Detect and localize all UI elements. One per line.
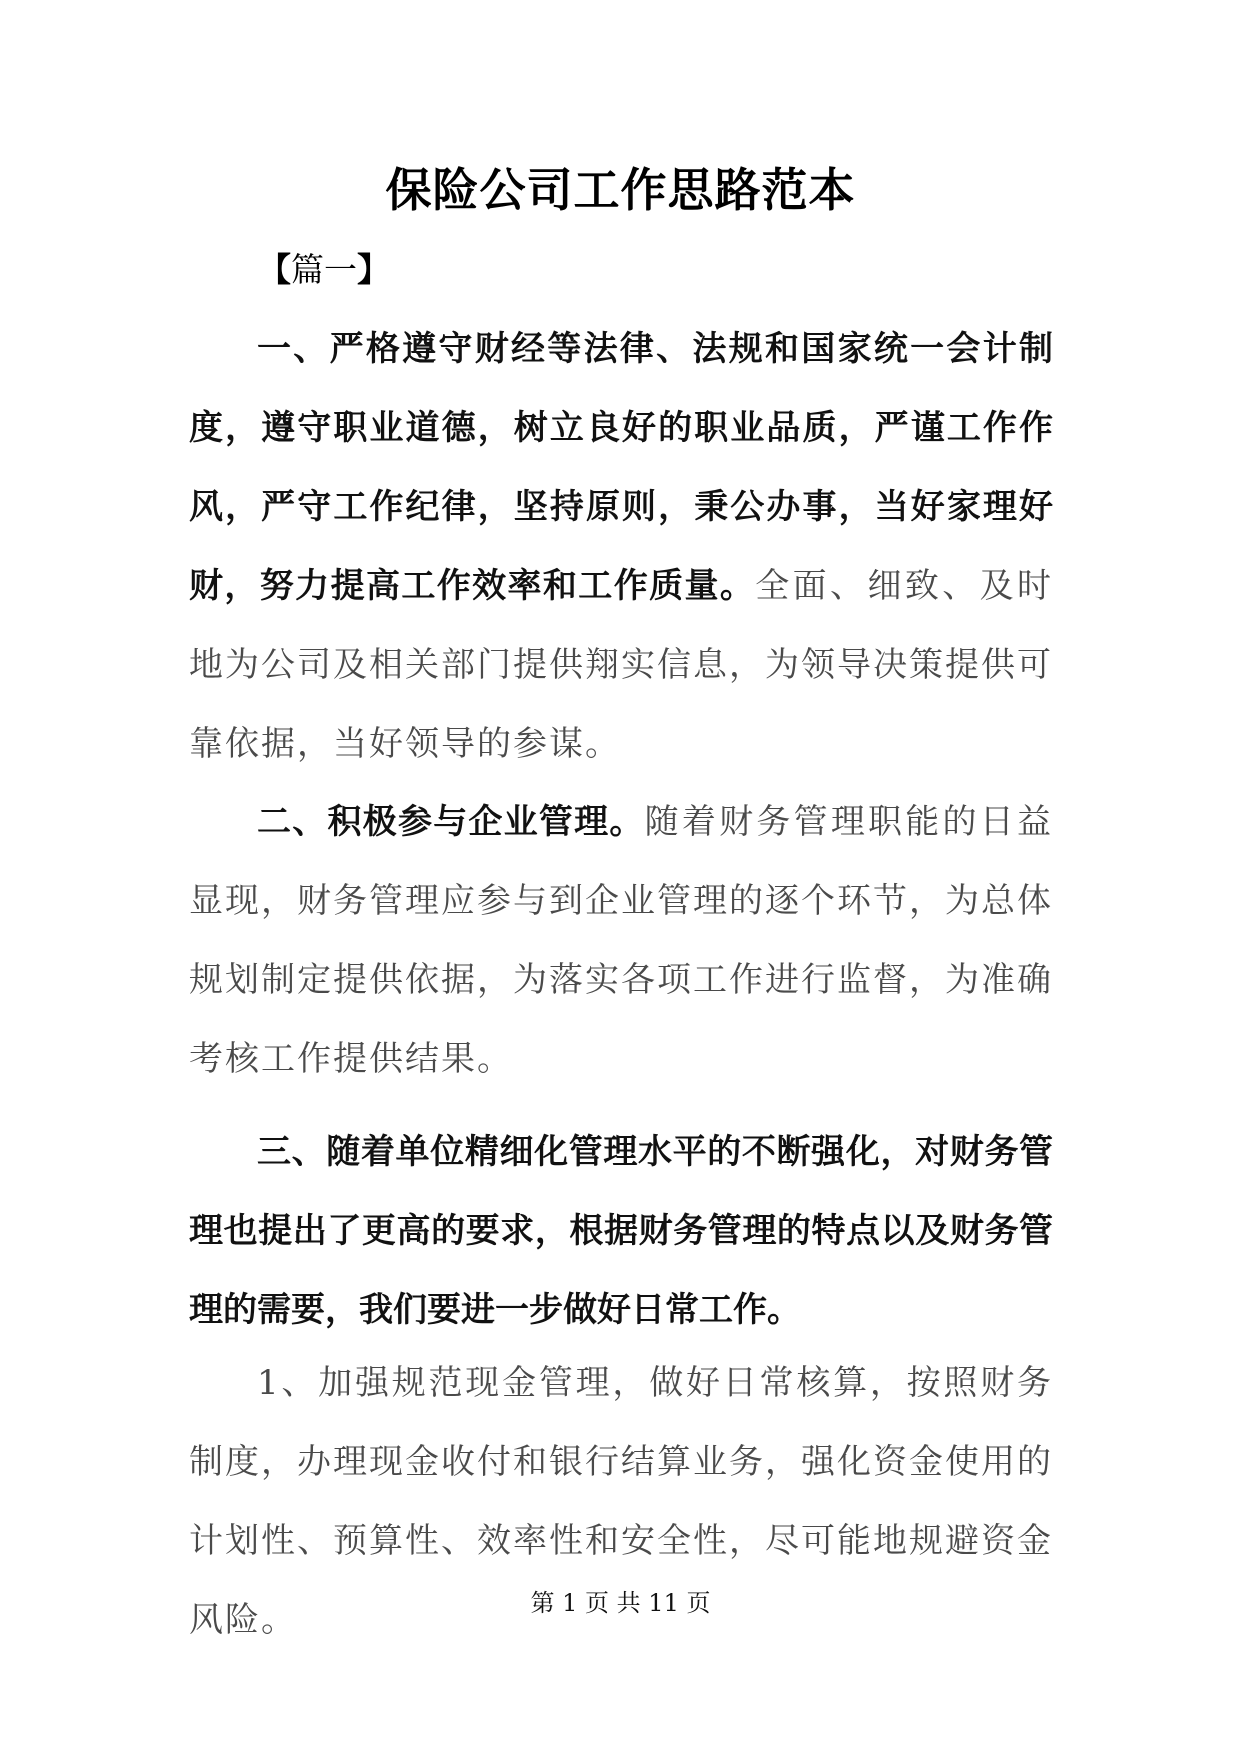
section-label xyxy=(258,246,390,294)
paragraph-3 xyxy=(189,1113,1053,1350)
paragraph-1-normal: 全面、细致、及时地为公司及相关部门提供翔实信息，为领导决策提供可靠依据，当好领导的参谋。 xyxy=(189,566,1054,764)
section-bracket-open: 【 xyxy=(258,250,291,289)
paragraph-2-normal: 随着财务管理职能的日益显现，财务管理应参与到企业管理的逐个环节，为总体规划制定提供依据，为落实各项工作进行监督，为准确考核工作提供结果。 xyxy=(189,802,1054,1079)
document-title: 保险公司工作思路范本 xyxy=(385,163,856,217)
paragraph-1-bold: 一、严格遵守财经等法律、法规和国家统一会计制度，遵守职业道德，树立良好的职业品质，严谨工作作风，严守工作纪律，坚持原则，秉公办事，当好家理好财，努力提高工作效率和工作质量。 xyxy=(189,329,1053,606)
section-label-text: 篇一 xyxy=(291,250,357,289)
paragraph-2 xyxy=(189,783,1053,1099)
paragraph-1 xyxy=(189,310,1053,784)
page-footer: 第 1 页 共 11 页 xyxy=(530,1589,711,1617)
paragraph-3-bold: 三、随着单位精细化管理水平的不断强化，对财务管理也提出了更高的要求，根据财务管理的特点以及财务管理的需要，我们要进一步做好日常工作。 xyxy=(189,1132,1053,1330)
paragraph-4-normal: 1、加强规范现金管理，做好日常核算，按照财务制度，办理现金收付和银行结算业务，强化资金使用的计划性、预算性、效率性和安全性，尽可能地规避资金风险。 xyxy=(189,1363,1053,1640)
paragraph-2-bold: 二、积极参与企业管理。 xyxy=(257,802,645,842)
section-bracket-close: 】 xyxy=(357,250,390,289)
